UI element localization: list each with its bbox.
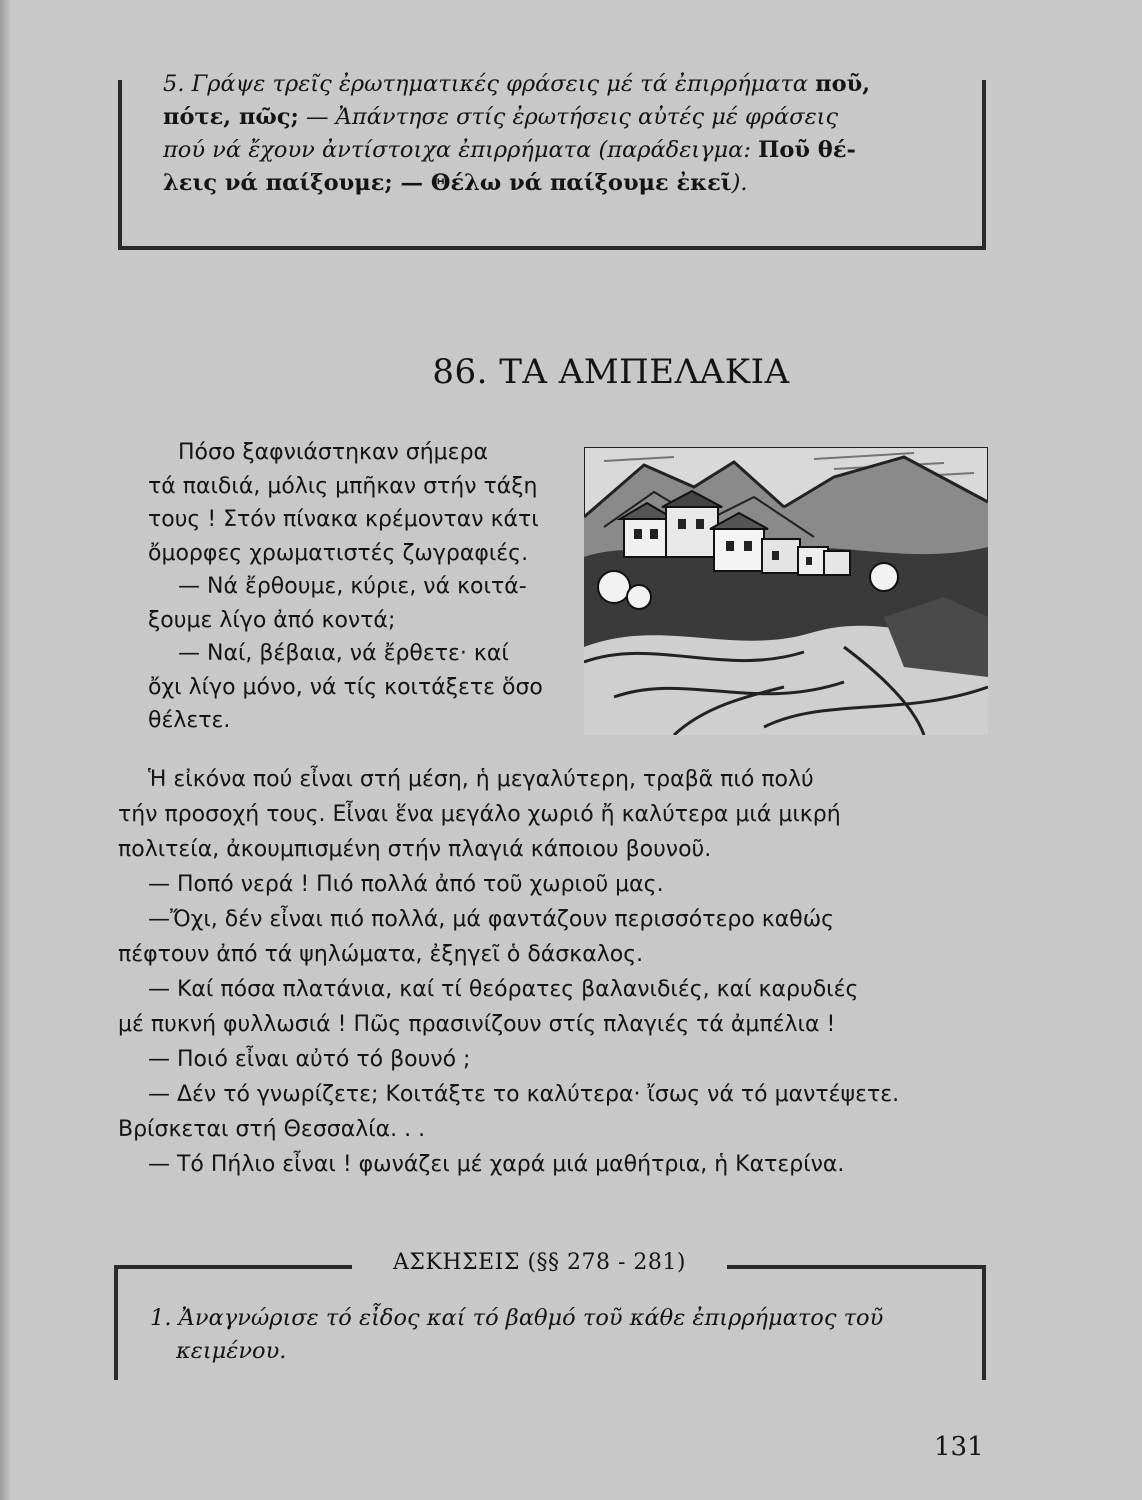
lesson-title bbox=[0, 352, 1142, 392]
text-line: — Ποπό νερά ! Πιό πολλά ἀπό τοῦ χωριοῦ μας. bbox=[148, 872, 664, 897]
text-line: τά παιδιά, μόλις μπῆκαν στήν τάξη bbox=[148, 473, 538, 499]
text-line: —Ὄχι, δέν εἶναι πιό πολλά, μά φαντάζουν περισσότερο καθώς bbox=[148, 907, 835, 932]
exercises-reference: (§§ 278 - 281) bbox=[527, 1250, 686, 1275]
text-line: — Ναί, βέβαια, νά ἔρθετε· καί bbox=[178, 641, 509, 666]
lesson-number: 86. bbox=[432, 352, 488, 392]
exercise-5: 5. Γράψε τρεῖς ἐρωτηματικές φράσεις μέ τά ἐπιρρήματα ποῦ, πότε, πῶς; — Ἀπάντησε στίς ἐρωτήσεις αὐτές μέ φράσεις πού νά ἔχουν ἀντίστοιχα ἐπιρρήματα (παράδειγμα: Ποῦ θέ- λεις νά παίξουμε; — Θέλω νά παίξουμε ἐκεῖ). bbox=[163, 71, 871, 196]
text-line: Βρίσκεται στή Θεσσαλία. . . bbox=[118, 1117, 426, 1142]
page-edge-shadow bbox=[0, 0, 10, 1500]
text-line: πολιτεία, ἀκουμπισμένη στήν πλαγιά κάποιου βουνοῦ. bbox=[118, 837, 712, 862]
text-line: — Ποιό εἶναι αὐτό τό βουνό ; bbox=[148, 1047, 471, 1072]
lesson-title-text: ΤΑ ΑΜΠΕΛΑΚΙΑ bbox=[499, 352, 790, 392]
text-line: — Τό Πήλιο εἶναι ! φωνάζει μέ χαρά μιά μαθήτρια, ἡ Κατερίνα. bbox=[148, 1152, 845, 1177]
exercise-number: 5. bbox=[163, 71, 185, 97]
text-line: πέφτουν ἀπό τά ψηλώματα, ἐξηγεῖ ὁ δάσκαλος. bbox=[118, 942, 644, 967]
text-line: — Νά ἔρθουμε, κύριε, νά κοιτά- bbox=[178, 574, 527, 599]
intro-text bbox=[148, 436, 558, 738]
exercises-heading: ΑΣΚΗΣΕΙΣ (§§ 278 - 281) bbox=[393, 1250, 686, 1275]
text-line: ὄχι λίγο μόνο, νά τίς κοιτάξετε ὅσο bbox=[148, 674, 543, 700]
dialogue-text bbox=[118, 762, 988, 1182]
text-line: ξουμε λίγο ἀπό κοντά; bbox=[148, 607, 396, 633]
text-line: ὄμορφες χρωματιστές ζωγραφιές. bbox=[148, 540, 529, 566]
exercise-number: 1. bbox=[150, 1305, 172, 1331]
text-line: μέ πυκνή φυλλωσιά ! Πῶς πρασινίζουν στίς πλαγιές τά ἀμπέλια ! bbox=[118, 1012, 836, 1037]
text-line: Ἡ εἰκόνα πού εἶναι στή μέση, ἡ μεγαλύτερη, τραβᾶ πιό πολύ bbox=[148, 767, 814, 792]
exercise-1: 1. Ἀναγνώρισε τό εἶδος καί τό βαθμό τοῦ κάθε ἐπιρρήματος τοῦ κειμένου. bbox=[150, 1305, 884, 1364]
page-number: 131 bbox=[934, 1432, 984, 1462]
text-line: Πόσο ξαφνιάστηκαν σήμερα bbox=[178, 440, 489, 465]
text-line: τους ! Στόν πίνακα κρέμονταν κάτι bbox=[148, 507, 539, 532]
text-line: — Καί πόσα πλατάνια, καί τί θεόρατες βαλανιδιές, καί καρυδιές bbox=[148, 977, 859, 1002]
text-line: τήν προσοχή τους. Εἶναι ἕνα μεγάλο χωριό ἤ καλύτερα μιά μικρή bbox=[118, 802, 841, 827]
village-illustration bbox=[584, 447, 988, 735]
text-line: θέλετε. bbox=[148, 708, 231, 733]
text-line: — Δέν τό γνωρίζετε; Κοιτάξτε το καλύτερα· ἴσως νά τό μαντέψετε. bbox=[148, 1082, 900, 1107]
